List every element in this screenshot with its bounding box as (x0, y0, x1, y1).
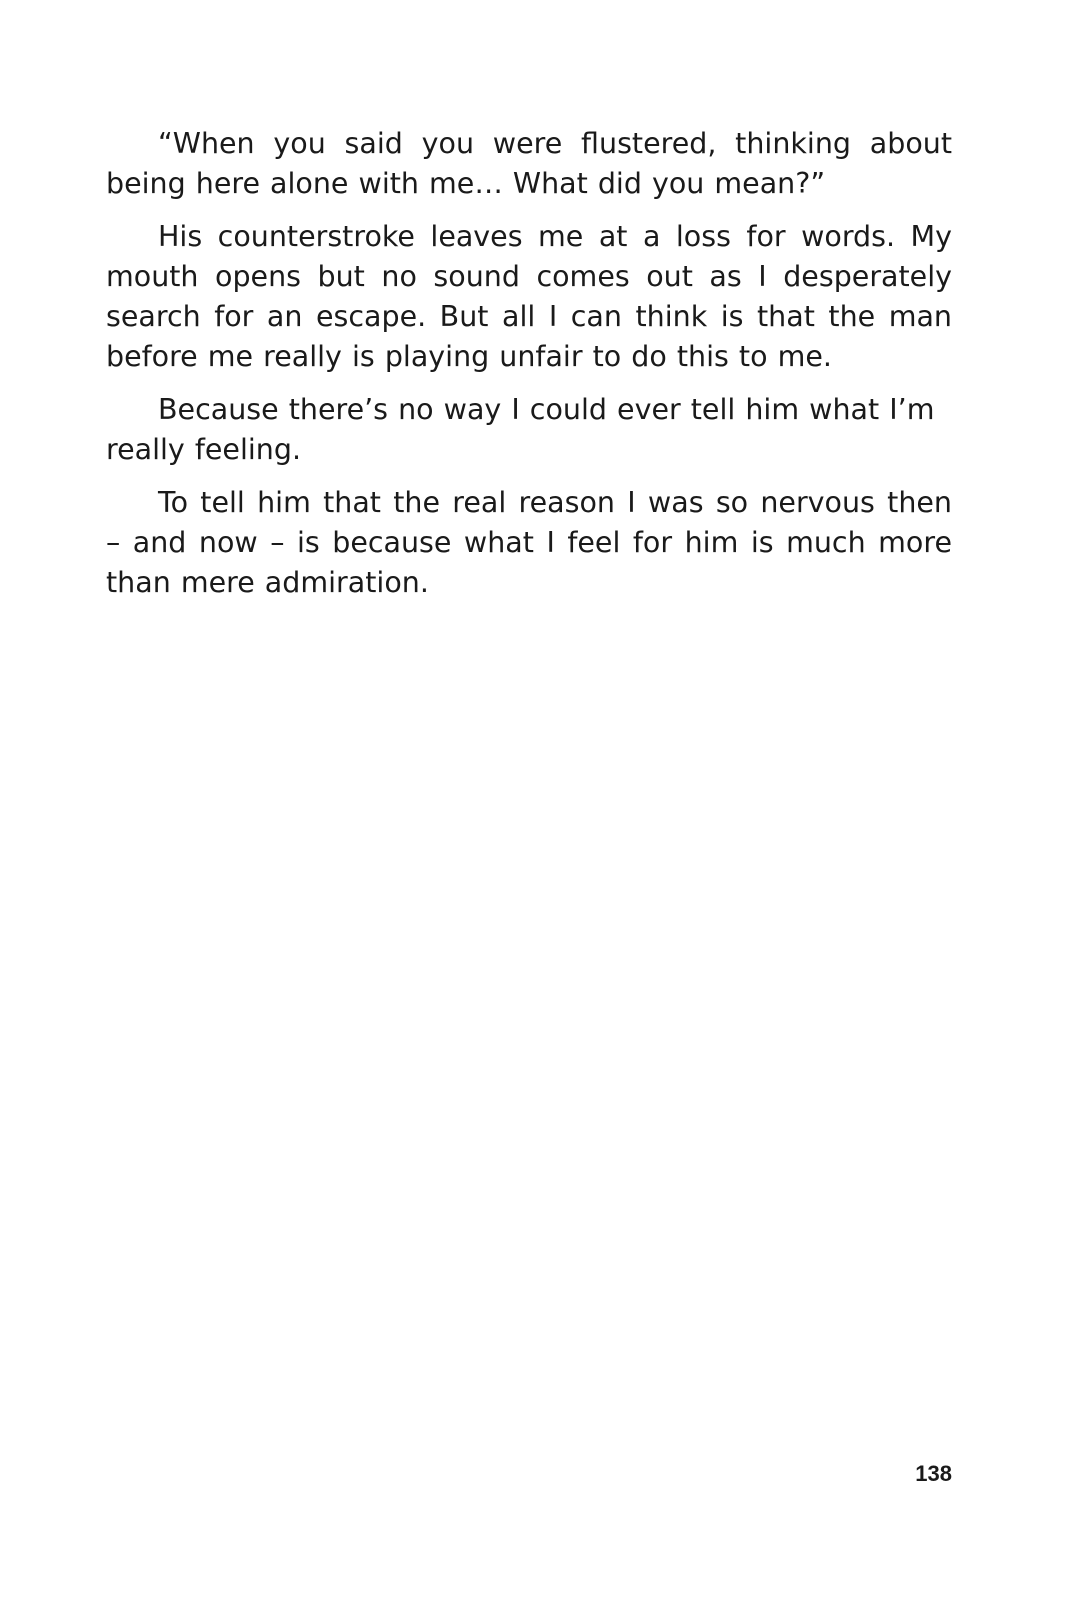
body-text (106, 124, 952, 616)
paragraph-counterstroke: His counterstroke leaves me at a loss for words. My mouth opens but no sound comes out as I desperately search for an escape. But all I can think is that the man before me really is playing unfair to do this to me. (106, 220, 952, 373)
paragraph-dialogue-question: “When you said you were flustered, thinking about being here alone with me… What did you mean?” (106, 127, 952, 200)
paragraph-real-reason: To tell him that the real reason I was so nervous then – and now – is because what I feel for him is much more than mere admiration. (106, 486, 952, 599)
page-number: 138 (915, 1461, 952, 1486)
paragraph-no-way: Because there’s no way I could ever tell him what I’m really feeling. (106, 393, 935, 466)
